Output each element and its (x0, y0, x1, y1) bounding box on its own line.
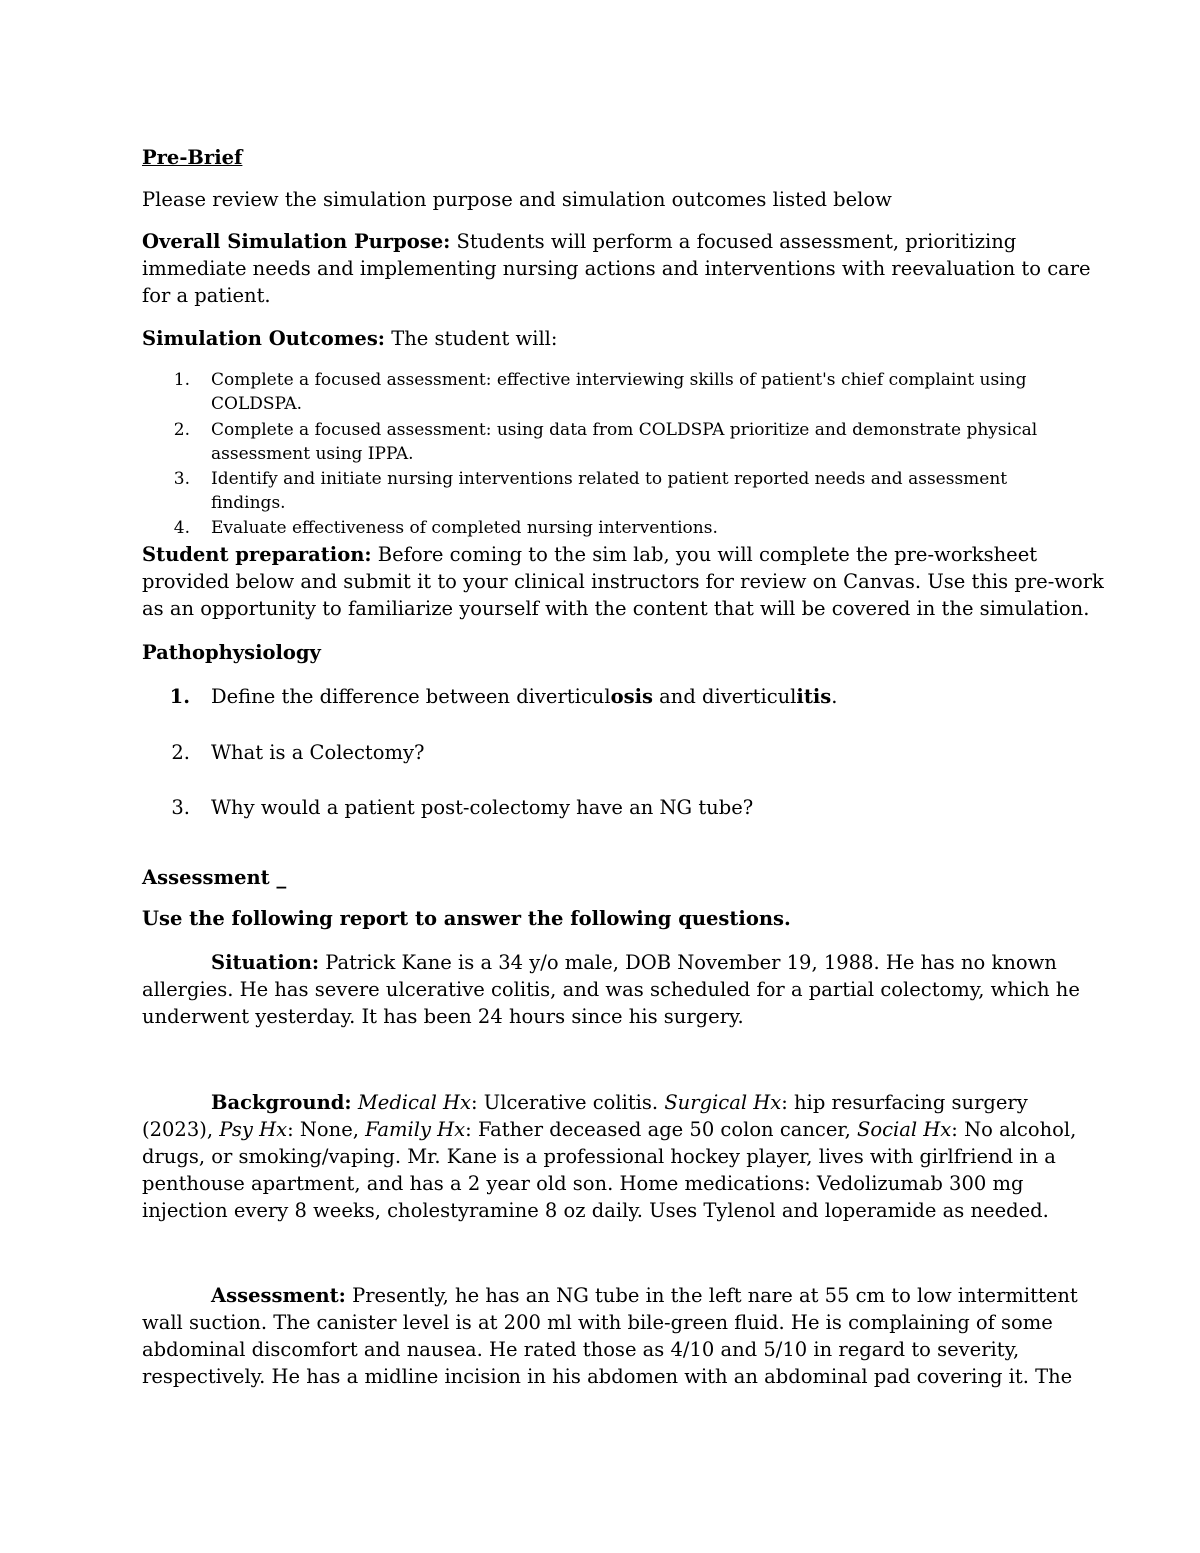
outcomes-heading (142, 326, 558, 352)
purpose-text: Students will perform a focused assessment, prioritizing (450, 230, 1017, 253)
outcome-number: 4. (173, 518, 190, 538)
question-2: What is a Colectomy? (211, 741, 425, 764)
outcomes-rest: The student will: (385, 327, 558, 350)
outcome-item: Complete a focused assessment: effective interviewing skills of patient's chief complaint using (211, 370, 1027, 390)
background-line-1 (211, 1090, 1028, 1116)
q1-text-e: . (831, 685, 838, 708)
page-title: Pre-Brief (142, 146, 243, 169)
medical-hx-label: Medical Hx (357, 1091, 472, 1114)
psy-hx-label: Psy Hx (219, 1118, 288, 1141)
q1-text-c: and diverticul (652, 685, 797, 708)
question-3: Why would a patient post-colectomy have an NG tube? (211, 796, 754, 819)
pathophysiology-heading: Pathophysiology (142, 641, 321, 664)
situation-line-2: allergies. He has severe ulcerative colitis, and was scheduled for a partial colectomy, which he (142, 978, 1080, 1001)
question-1 (211, 684, 837, 710)
assessment-heading: Assessment _ (142, 866, 287, 889)
medical-hx-text: : Ulcerative colitis. (471, 1091, 665, 1114)
assessment-line-3: abdominal discomfort and nausea. He rated those as 4/10 and 5/10 in regard to severity, (142, 1338, 1020, 1361)
background-line-5: injection every 8 weeks, cholestyramine 8 oz daily. Uses Tylenol and loperamide as needed. (142, 1199, 1049, 1222)
q1-bold-osis: osis (610, 685, 653, 708)
situation-line-1 (211, 950, 1057, 976)
outcome-item: Evaluate effectiveness of completed nursing interventions. (211, 518, 718, 538)
intro-text: Please review the simulation purpose and simulation outcomes listed below (142, 188, 892, 211)
purpose-line-1 (142, 229, 1016, 255)
social-hx-text: : No alcohol, (951, 1118, 1077, 1141)
assessment-line-1 (211, 1283, 1078, 1309)
purpose-line-2: immediate needs and implementing nursing actions and interventions with reevaluation to care (142, 257, 1091, 280)
prep-line-3: as an opportunity to familiarize yourself with the content that will be covered in the simulation. (142, 597, 1090, 620)
assessment-line-4: respectively. He has a midline incision in his abdomen with an abdominal pad covering it. The (142, 1365, 1073, 1388)
prep-line-2: provided below and submit it to your clinical instructors for review on Canvas. Use this pre-work (142, 570, 1104, 593)
situation-label: Situation: (211, 951, 320, 974)
outcome-number: 2. (173, 420, 190, 440)
family-hx-text: : Father deceased age 50 colon cancer, (465, 1118, 857, 1141)
background-line-3: drugs, or smoking/vaping. Mr. Kane is a professional hockey player, lives with girlfriend in a (142, 1145, 1056, 1168)
situation-text: Patrick Kane is a 34 y/o male, DOB November 19, 1988. He has no known (319, 951, 1057, 974)
prep-line-1 (142, 542, 1037, 568)
assessment-label: Assessment: (211, 1284, 346, 1307)
question-number: 1. (169, 685, 190, 708)
situation-line-3: underwent yesterday. It has been 24 hours since his surgery. (142, 1005, 744, 1028)
outcome-item: Identify and initiate nursing interventions related to patient reported needs and assessment (211, 469, 1008, 489)
surgical-hx-text: : hip resurfacing surgery (781, 1091, 1028, 1114)
outcome-number: 3. (173, 469, 190, 489)
background-label: Background: (211, 1091, 352, 1114)
outcome-item: Complete a focused assessment: using data from COLDSPA prioritize and demonstrate physical (211, 420, 1038, 440)
background-line-2 (142, 1117, 1076, 1143)
q1-bold-itis: itis (796, 685, 832, 708)
purpose-line-3: for a patient. (142, 284, 271, 307)
background-line-4: penthouse apartment, and has a 2 year old son. Home medications: Vedolizumab 300 mg (142, 1172, 1024, 1195)
question-number: 2. (171, 741, 190, 764)
outcomes-label: Simulation Outcomes: (142, 327, 385, 350)
prep-label: Student preparation: (142, 543, 372, 566)
outcome-number: 1. (173, 370, 190, 390)
q1-text-a: Define the difference between diverticul (211, 685, 611, 708)
social-hx-label: Social Hx (856, 1118, 952, 1141)
family-hx-label: Family Hx (365, 1118, 466, 1141)
purpose-label: Overall Simulation Purpose: (142, 230, 451, 253)
assessment-text: Presently, he has an NG tube in the left nare at 55 cm to low intermittent (345, 1284, 1078, 1307)
outcome-item-cont: assessment using IPPA. (211, 444, 414, 464)
surgery-year: (2023), (142, 1118, 220, 1141)
surgical-hx-label: Surgical Hx (664, 1091, 782, 1114)
report-instruction: Use the following report to answer the following questions. (142, 907, 791, 930)
outcome-item-cont: COLDSPA. (211, 394, 303, 414)
prep-text: Before coming to the sim lab, you will complete the pre-worksheet (371, 543, 1038, 566)
psy-hx-text: : None, (287, 1118, 366, 1141)
assessment-line-2: wall suction. The canister level is at 200 ml with bile-green fluid. He is complaining of some (142, 1311, 1053, 1334)
outcome-item-cont: findings. (211, 493, 286, 513)
question-number: 3. (171, 796, 190, 819)
